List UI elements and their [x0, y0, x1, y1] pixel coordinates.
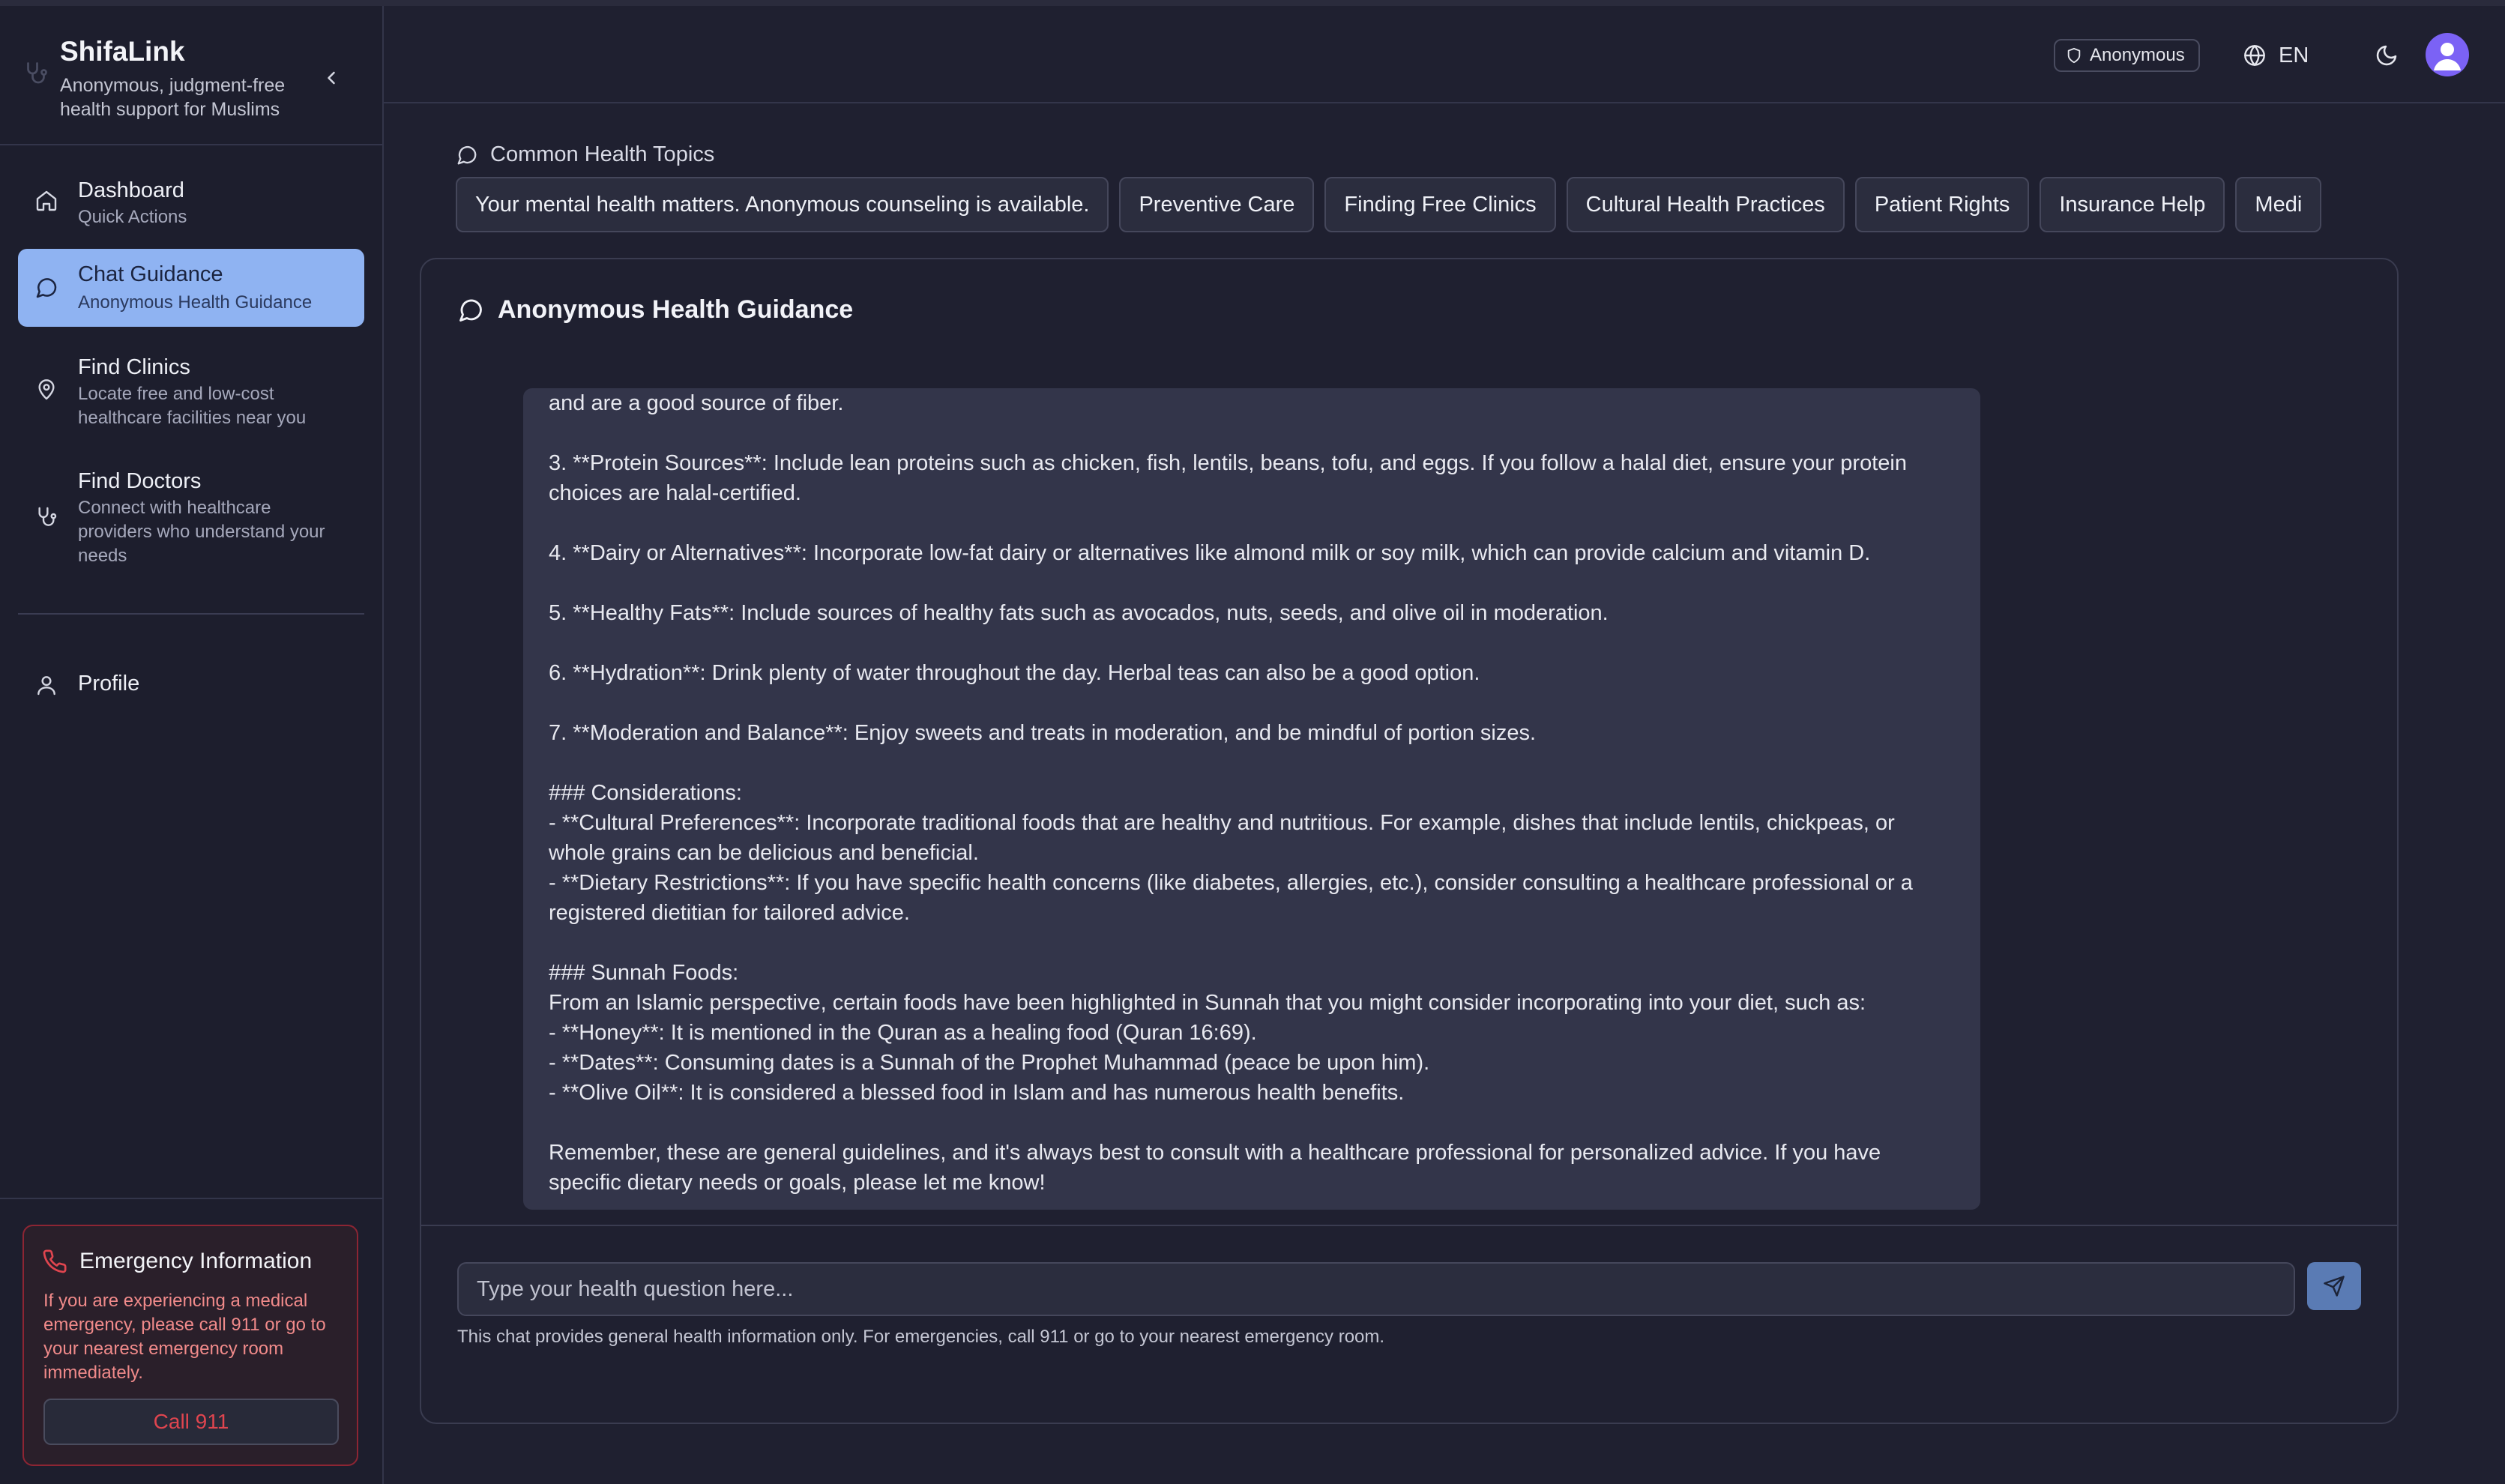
- avatar[interactable]: [2426, 33, 2469, 76]
- emergency-text: If you are experiencing a medical emergency, please call 911 or go to your nearest emergency room immediately.: [43, 1291, 326, 1383]
- topics-heading: [456, 142, 714, 167]
- message-line: 5. **Healthy Fats**: Include sources of healthy fats such as avocados, nuts, seeds, and olive oil in moderation.: [549, 601, 1609, 625]
- message-list[interactable]: [421, 391, 2397, 1222]
- chat-disclaimer: This chat provides general health information only. For emergencies, call 911 or go to your nearest emergency room.: [457, 1327, 1385, 1347]
- sidebar-item-label: Find Clinics: [78, 355, 190, 379]
- chat-title-label: Anonymous Health Guidance: [498, 295, 854, 324]
- stethoscope-logo-icon: [22, 60, 49, 87]
- message-blank-line: [549, 568, 1955, 598]
- send-button[interactable]: [2307, 1262, 2361, 1310]
- topic-chip-truncated[interactable]: Medi: [2235, 177, 2321, 232]
- theme-toggle-button[interactable]: [2375, 43, 2400, 69]
- shield-icon: [2066, 47, 2082, 64]
- sidebar-divider: [0, 1198, 382, 1199]
- message-line: Remember, these are general guidelines, and it's always best to consult with a healthcare professional for personalized advice. If you have specific dietary needs or goals, please let me know!: [549, 1141, 1881, 1195]
- topic-chip-mental-health[interactable]: Your mental health matters. Anonymous counseling is available.: [456, 177, 1109, 232]
- assistant-message: [523, 388, 1980, 1210]
- topic-chip-insurance-help[interactable]: Insurance Help: [2040, 177, 2225, 232]
- moon-icon: [2375, 43, 2400, 67]
- sidebar-item-find-doctors[interactable]: [18, 454, 364, 580]
- message-line: - **Olive Oil**: It is considered a blessed food in Islam and has numerous health benefits.: [549, 1081, 1405, 1105]
- sidebar-item-label: Find Doctors: [78, 469, 202, 493]
- chevron-left-icon: [321, 67, 342, 88]
- chat-icon: [456, 144, 478, 166]
- chat-title: [457, 295, 853, 325]
- anonymous-badge-label: Anonymous: [2090, 45, 2185, 65]
- sidebar: [0, 6, 384, 1484]
- emergency-info-panel: [22, 1225, 358, 1466]
- sidebar-item-desc: Anonymous Health Guidance: [78, 292, 313, 313]
- message-blank-line: [549, 628, 1955, 658]
- message-blank-line: [549, 508, 1955, 538]
- call-911-button[interactable]: Call 911: [43, 1399, 339, 1445]
- sidebar-item-dashboard[interactable]: [18, 163, 364, 238]
- sidebar-item-desc: Connect with healthcare providers who understand your needs: [78, 498, 325, 566]
- topics-chip-row: [456, 177, 2363, 234]
- topics-heading-label: Common Health Topics: [490, 142, 715, 166]
- message-line: and are a good source of fiber.: [549, 391, 844, 415]
- sidebar-item-label: Dashboard: [78, 178, 184, 202]
- chat-input[interactable]: [457, 1262, 2295, 1316]
- user-icon: [34, 673, 58, 697]
- globe-icon: [2243, 43, 2267, 67]
- message-blank-line: [549, 688, 1955, 718]
- sidebar-item-label: Chat Guidance: [78, 262, 223, 286]
- sidebar-item-profile[interactable]: [18, 652, 364, 717]
- sidebar-item-desc: Locate free and low-cost healthcare facilities near you: [78, 384, 307, 428]
- language-selector[interactable]: [2243, 39, 2309, 72]
- message-blank-line: [549, 748, 1955, 778]
- message-line: ### Considerations:: [549, 781, 742, 805]
- message-blank-line: [549, 418, 1955, 448]
- app-title: ShifaLink: [60, 36, 185, 67]
- message-line: - **Dietary Restrictions**: If you have specific health concerns (like diabetes, allergies, etc.), consider consulting a healthcare professional or a registered dietitian for tailored advice.: [549, 871, 1913, 925]
- collapse-sidebar-button[interactable]: [318, 64, 345, 91]
- input-divider: [421, 1225, 2397, 1226]
- map-pin-icon: [34, 378, 58, 402]
- message-line: - **Dates**: Consuming dates is a Sunnah of the Prophet Muhammad (peace be upon him).: [549, 1051, 1430, 1075]
- chat-card: [420, 258, 2399, 1424]
- message-blank-line: [549, 928, 1955, 958]
- topic-chip-preventive-care[interactable]: Preventive Care: [1119, 177, 1314, 232]
- language-label: EN: [2279, 43, 2309, 67]
- topic-chip-patient-rights[interactable]: Patient Rights: [1855, 177, 2030, 232]
- brand-header: [0, 6, 382, 145]
- sidebar-item-find-clinics[interactable]: [18, 340, 364, 439]
- message-line: 3. **Protein Sources**: Include lean proteins such as chicken, fish, lentils, beans, tofu, and eggs. If you follow a halal diet, ensure your protein choices are halal-certified.: [549, 451, 1907, 505]
- topic-chip-free-clinics[interactable]: Finding Free Clinics: [1324, 177, 1555, 232]
- message-line: 6. **Hydration**: Drink plenty of water throughout the day. Herbal teas can also be a good option.: [549, 661, 1480, 685]
- nav-divider: [18, 613, 364, 615]
- sidebar-item-label: Profile: [78, 672, 140, 696]
- message-line: 4. **Dairy or Alternatives**: Incorporate low-fat dairy or alternatives like almond milk or soy milk, which can provide calcium and vitamin D.: [549, 541, 1871, 565]
- message-line: 7. **Moderation and Balance**: Enjoy sweets and treats in moderation, and be mindful of portion sizes.: [549, 721, 1537, 745]
- chat-icon: [457, 297, 484, 324]
- phone-icon: [42, 1249, 67, 1274]
- message-line: - **Cultural Preferences**: Incorporate traditional foods that are healthy and nutritious. For example, dishes that include lentils, chickpeas, or whole grains can be delicious and beneficial.: [549, 811, 1895, 865]
- sidebar-item-desc: Quick Actions: [78, 207, 187, 227]
- message-line: - **Honey**: It is mentioned in the Quran as a healing food (Quran 16:69).: [549, 1021, 1257, 1045]
- message-line: From an Islamic perspective, certain foods have been highlighted in Sunnah that you might consider incorporating into your diet, such as:: [549, 991, 1866, 1015]
- sidebar-item-chat-guidance[interactable]: [18, 249, 364, 327]
- anonymous-badge[interactable]: [2054, 39, 2200, 72]
- top-bar: [384, 6, 2505, 103]
- stethoscope-icon: [34, 505, 58, 529]
- message-line: ### Sunnah Foods:: [549, 961, 739, 985]
- home-icon: [34, 189, 58, 213]
- chat-icon: [34, 276, 58, 300]
- topic-chip-cultural-practices[interactable]: Cultural Health Practices: [1567, 177, 1845, 232]
- emergency-title: Emergency Information: [79, 1249, 313, 1273]
- message-blank-line: [549, 1108, 1955, 1138]
- app-subtitle: Anonymous, judgment-free health support for Muslims: [60, 75, 286, 120]
- window-top-strip: [0, 0, 2505, 6]
- send-icon: [2323, 1275, 2345, 1297]
